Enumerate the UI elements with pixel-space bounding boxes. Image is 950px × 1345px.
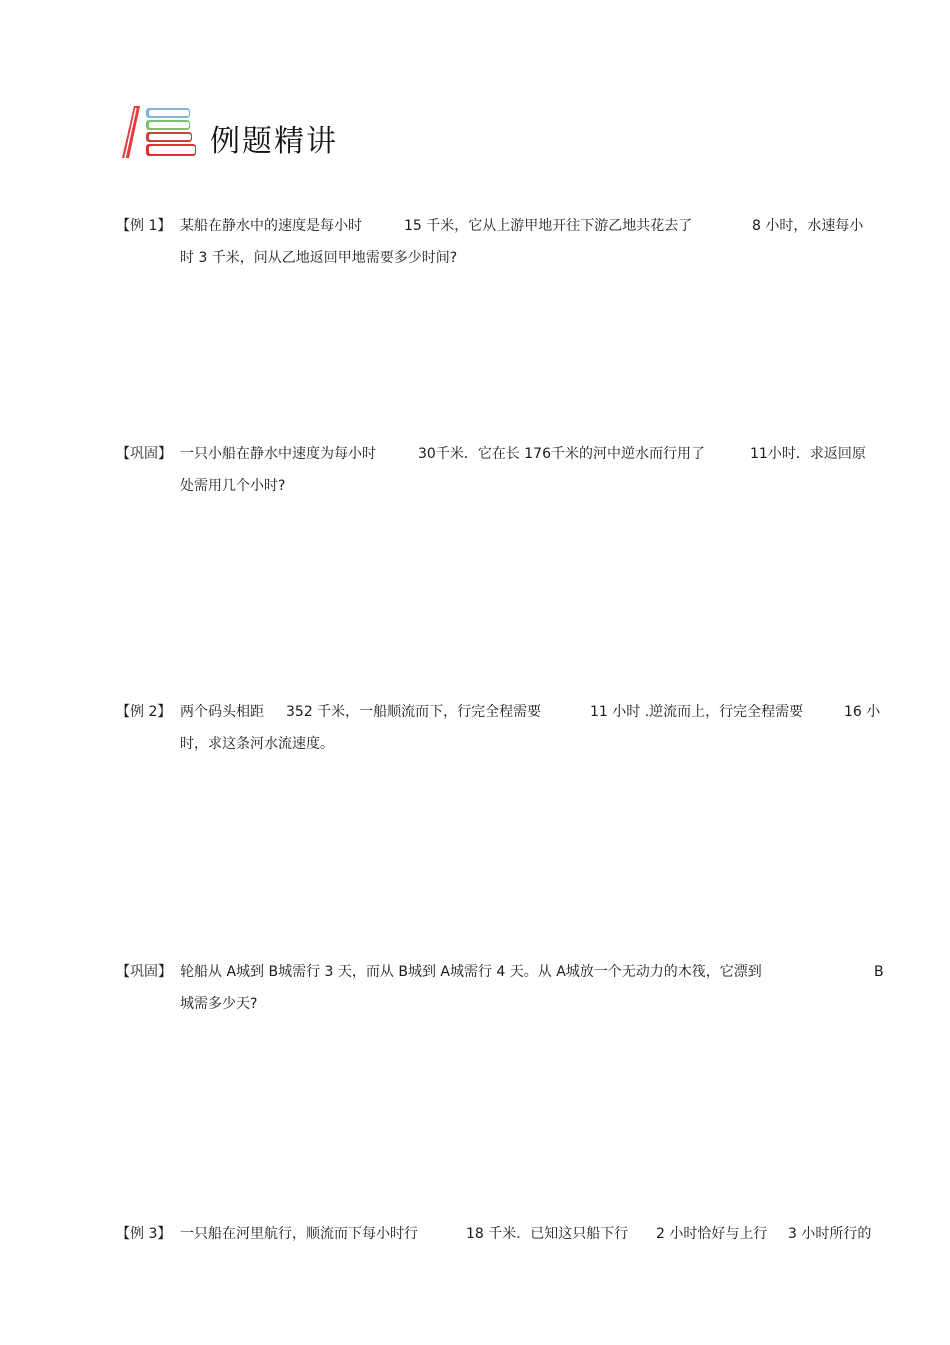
problem-item: [116, 696, 896, 760]
problem-item: [116, 956, 896, 1020]
problem-text: B: [874, 964, 884, 980]
section-header: [116, 100, 416, 164]
problem-item: [116, 1218, 896, 1250]
stacked-books-icon: [116, 100, 200, 164]
problem-text: 一只船在河里航行，顺流而下每小时行: [180, 1226, 418, 1242]
problem-item: [116, 438, 896, 502]
problem-text: 11小时．求返回原: [750, 446, 866, 462]
problem-text: 两个码头相距: [180, 704, 264, 720]
problem-text: 2 小时恰好与上行: [656, 1226, 768, 1242]
problem-label: 【例 3】: [116, 1226, 172, 1242]
problem-text: 时，求这条河水流速度。: [180, 736, 334, 752]
problem-text: 18 千米．已知这只船下行: [466, 1226, 629, 1242]
problem-label: 【例 2】: [116, 704, 172, 720]
problem-text: 30千米．它在长 176千米的河中逆水而行用了: [418, 446, 705, 462]
problem-text: 352 千米，一船顺流而下，行完全程需要: [286, 704, 542, 720]
problem-label: 【巩固】: [116, 446, 172, 462]
problem-text: 15 千米，它从上游甲地开往下游乙地共花去了: [404, 218, 693, 234]
problem-text: 轮船从 A城到 B城需行 3 天，而从 B城到 A城需行 4 天。从 A城放一个无动力的木筏，它漂到: [180, 964, 762, 980]
page-title: 例题精讲: [210, 124, 338, 159]
problem-text: 一只小船在静水中速度为每小时: [180, 446, 376, 462]
problem-text: 16 小: [844, 704, 881, 720]
problem-label: 【例 1】: [116, 218, 172, 234]
problem-text: 时 3 千米，问从乙地返回甲地需要多少时间?: [180, 250, 458, 266]
problem-label: 【巩固】: [116, 964, 172, 980]
problem-text: 处需用几个小时?: [180, 478, 286, 494]
problem-text: 3 小时所行的: [788, 1226, 872, 1242]
problem-text: 城需多少天?: [180, 996, 258, 1012]
problem-text: 8 小时，水速每小: [752, 218, 864, 234]
problem-text: 11 小时 .逆流而上，行完全程需要: [590, 704, 804, 720]
problem-text: 某船在静水中的速度是每小时: [180, 218, 362, 234]
problem-item: [116, 210, 896, 274]
